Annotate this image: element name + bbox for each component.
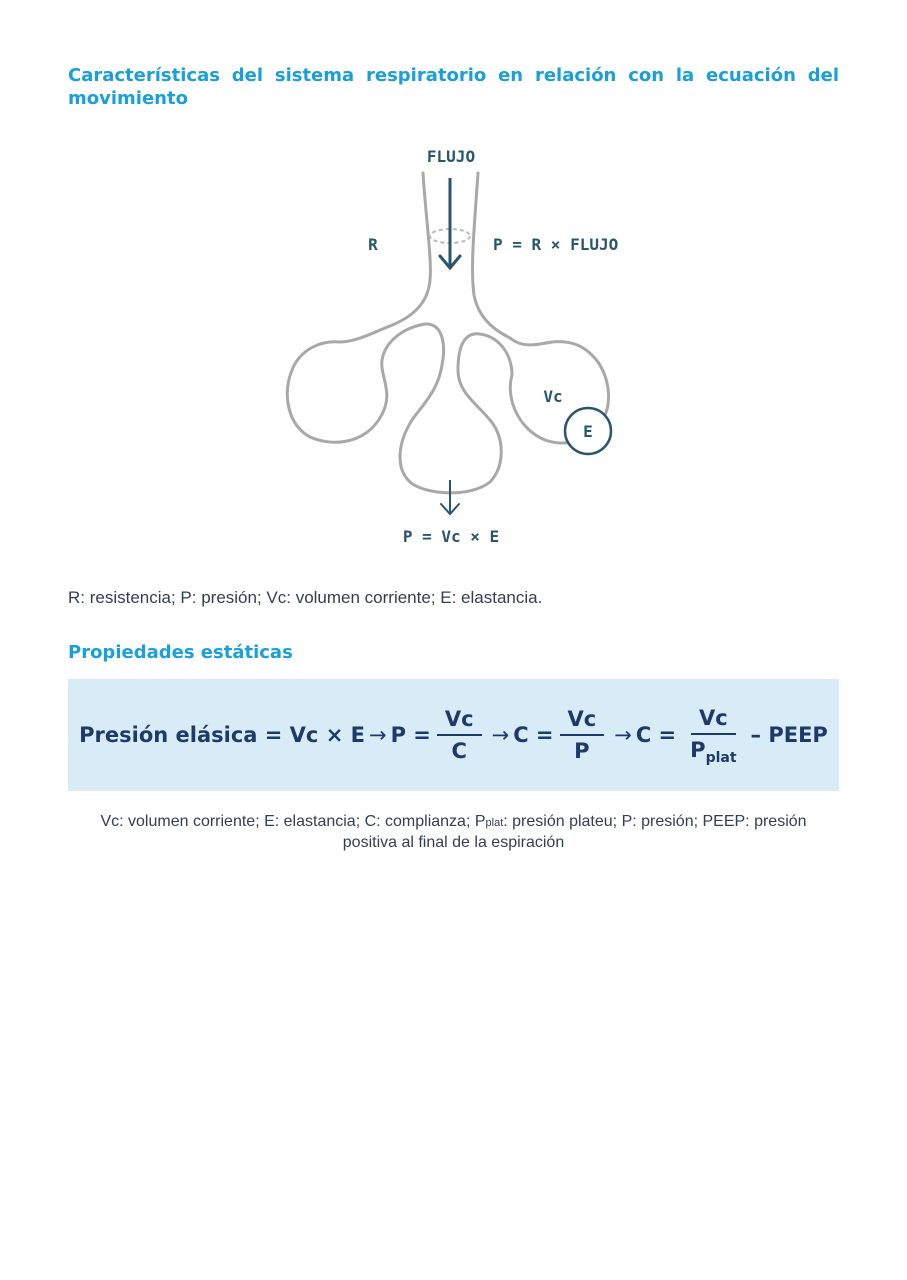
pplat-subscript: plat bbox=[705, 749, 737, 766]
fraction-numerator: Vc bbox=[691, 705, 736, 735]
fraction-denominator: C bbox=[451, 739, 467, 763]
formula-c-eq: C = bbox=[513, 723, 554, 747]
fraction-vc-over-pplat bbox=[682, 705, 744, 766]
fraction-denominator: P bbox=[574, 739, 590, 763]
resistance-label: R bbox=[368, 235, 378, 254]
elastance-label: E bbox=[583, 422, 593, 441]
fraction-vc-over-c bbox=[437, 706, 482, 764]
formula-box bbox=[68, 679, 839, 791]
fraction-denominator bbox=[682, 735, 744, 766]
diagram-caption: R: resistencia; P: presión; Vc: volumen corriente; E: elastancia. bbox=[68, 588, 543, 607]
formula-c-eq: C = bbox=[635, 723, 677, 747]
flow-label: FLUJO bbox=[426, 147, 476, 166]
formula-caption bbox=[88, 812, 819, 853]
arrow-icon: → bbox=[614, 723, 632, 747]
arrow-icon: → bbox=[368, 723, 387, 747]
caption-part1: Vc: volumen corriente; E: elastancia; C: complianza; P bbox=[100, 813, 486, 830]
formula-tail: – PEEP bbox=[750, 723, 828, 747]
caption-part2: : presión plateu; P: presión; PEEP: presión positiva al final de la espiración bbox=[342, 813, 807, 851]
volume-label: Vc bbox=[543, 387, 563, 406]
section-title-movement-equation: Características del sistema respiratorio en relación con la ecuación del movimiento bbox=[68, 65, 839, 109]
fraction-numerator: Vc bbox=[560, 706, 605, 736]
elastic-pressure-formula bbox=[68, 679, 839, 791]
pplat-main: P bbox=[690, 737, 706, 762]
formula-p-eq: P = bbox=[390, 723, 431, 747]
section-title-static-properties: Propiedades estáticas bbox=[68, 642, 293, 663]
pressure-volume-formula: P = Vc × E bbox=[402, 527, 500, 546]
arrow-icon: → bbox=[491, 723, 510, 747]
airway-outline bbox=[287, 173, 608, 493]
pressure-flow-formula: P = R × FLUJO bbox=[493, 235, 619, 254]
fraction-vc-over-p bbox=[560, 706, 605, 764]
fraction-numerator: Vc bbox=[437, 706, 482, 736]
caption-subscript: plat bbox=[485, 817, 504, 829]
formula-lead: Presión elásica = Vc × E bbox=[79, 723, 365, 747]
respiratory-system-diagram bbox=[0, 130, 907, 570]
